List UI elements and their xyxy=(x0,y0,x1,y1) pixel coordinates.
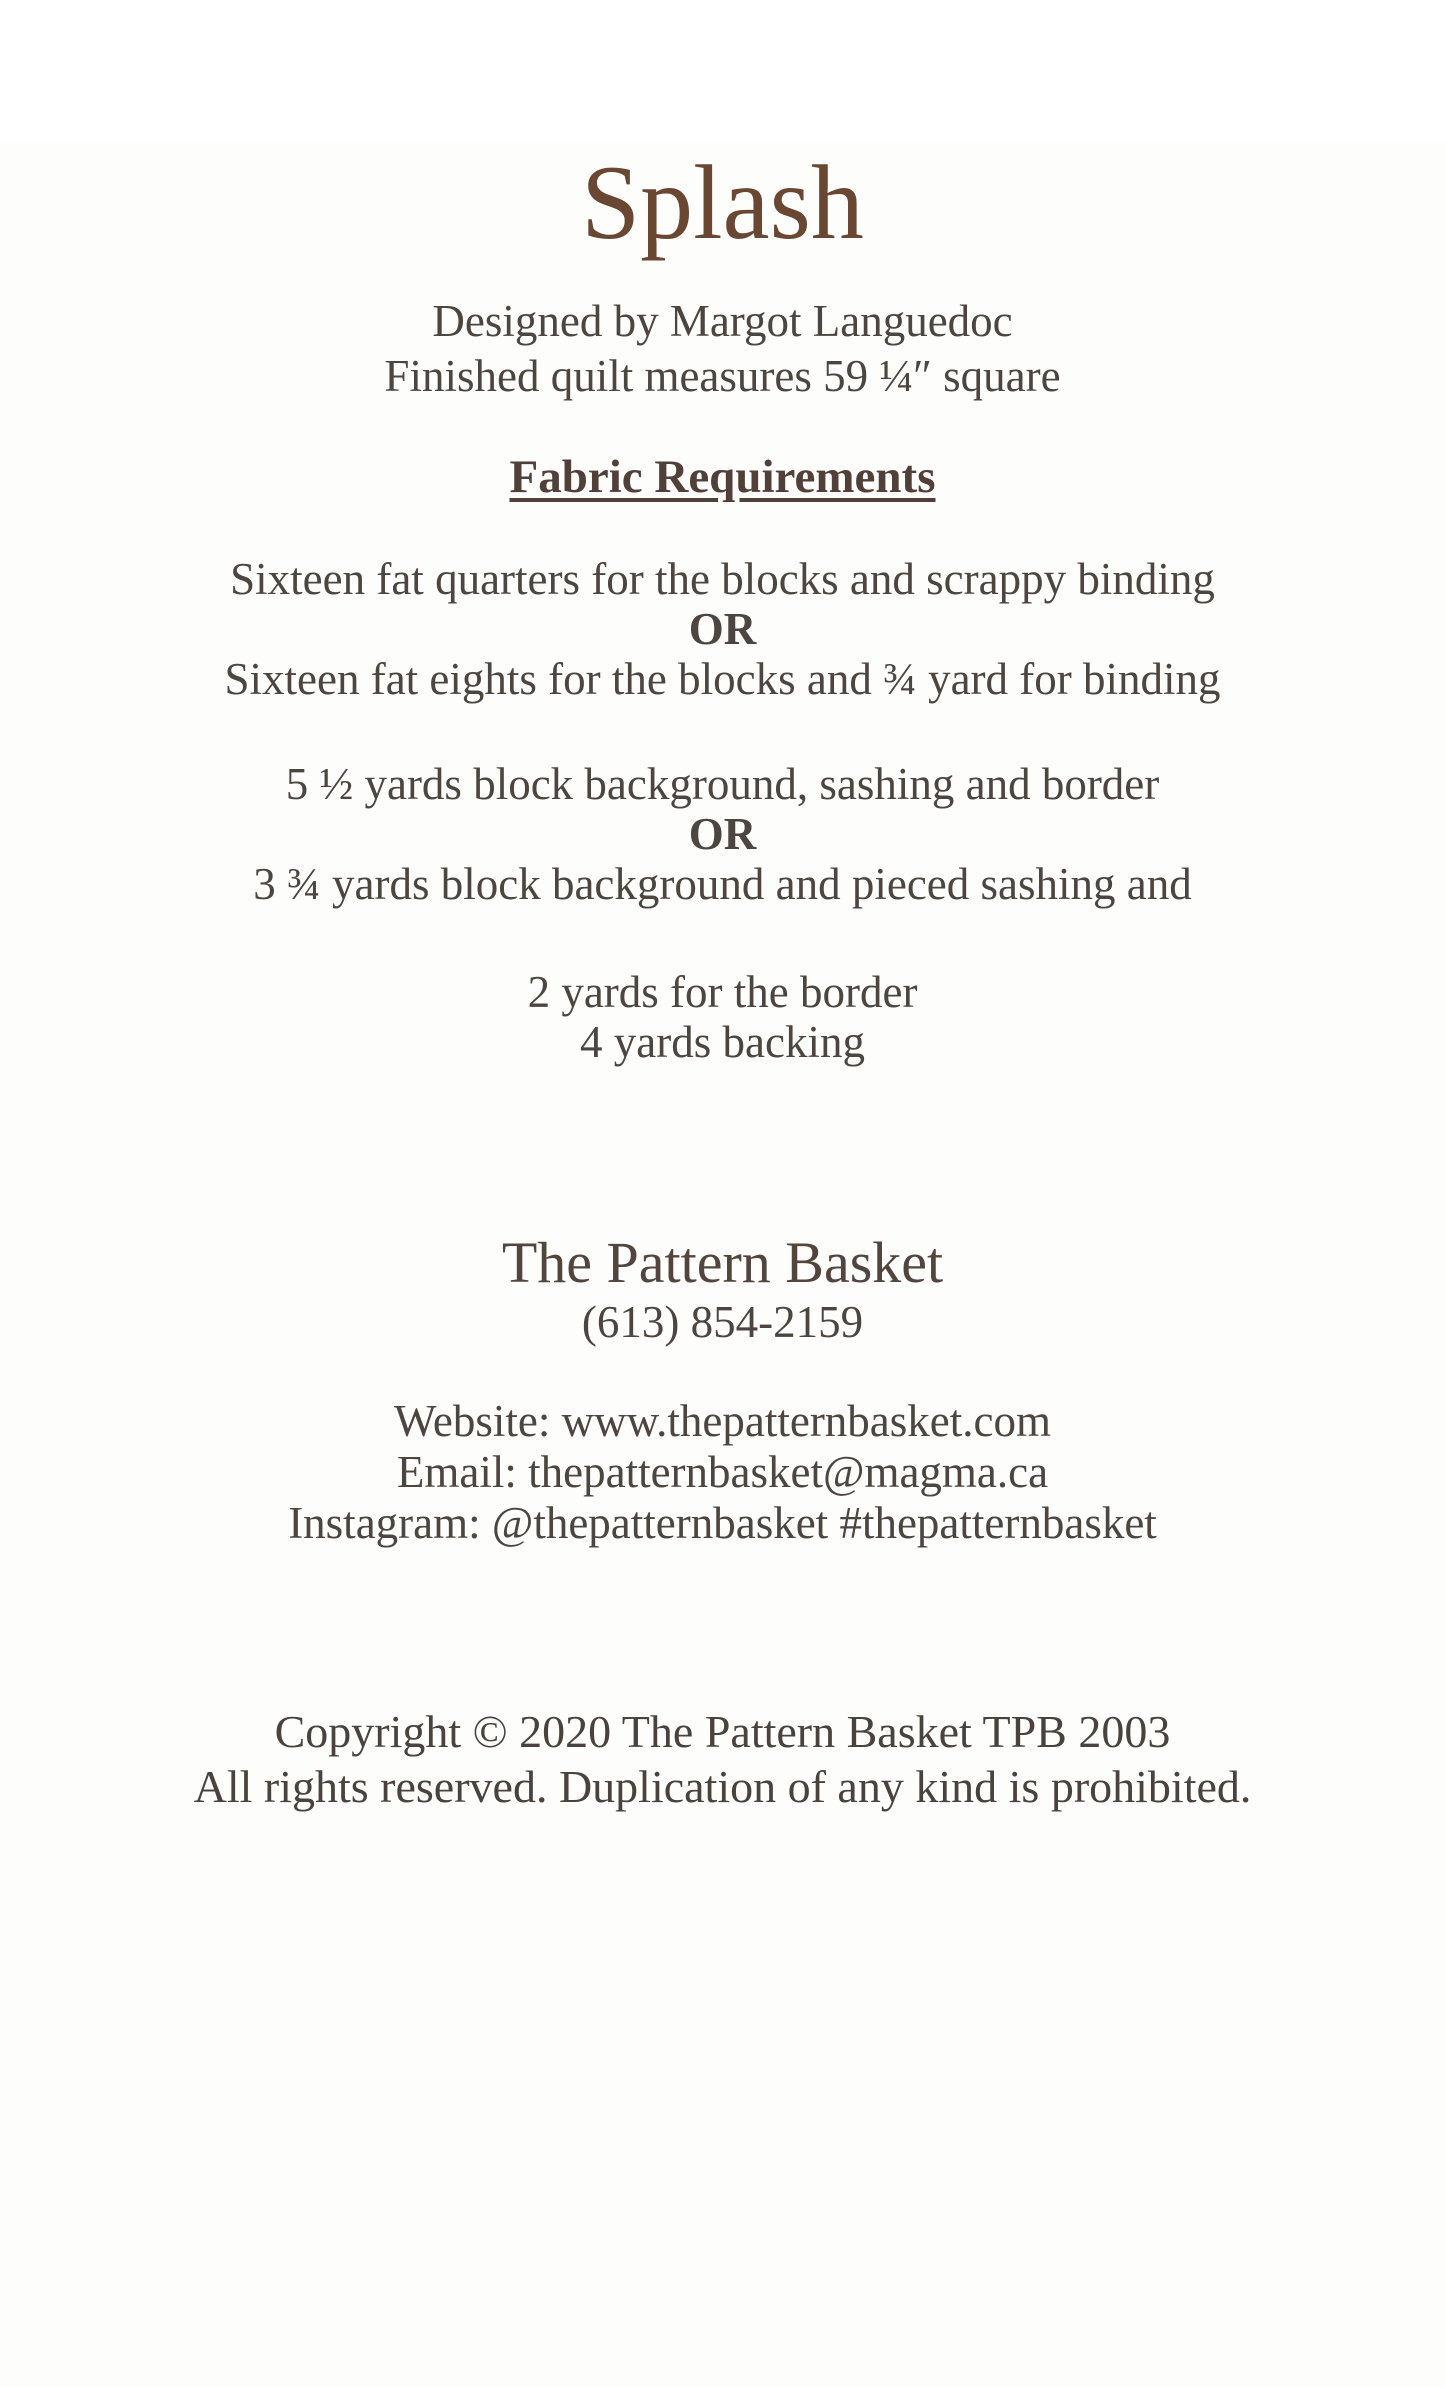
requirement-line: 2 yards for the border xyxy=(527,967,918,1017)
requirement-line: 4 yards backing xyxy=(580,1017,865,1067)
copyright-block xyxy=(0,1704,1445,1814)
pattern-cover-page xyxy=(0,143,1445,2387)
email-line: Email: thepatternbasket@magma.ca xyxy=(396,1447,1049,1497)
contact-block xyxy=(0,1396,1445,1549)
requirement-group-border-backing xyxy=(0,967,1445,1067)
requirement-group-blocks xyxy=(0,554,1445,704)
subtitle-block xyxy=(0,294,1445,404)
company-phone: (613) 854-2159 xyxy=(581,1297,864,1347)
page-title: Splash xyxy=(581,144,864,261)
requirement-line: 3 ¾ yards block background and pieced sashing and xyxy=(253,859,1192,909)
designed-by-line: Designed by Margot Languedoc xyxy=(432,296,1013,346)
requirement-group-background xyxy=(0,759,1445,909)
fabric-requirements-heading: Fabric Requirements xyxy=(509,451,936,503)
rights-reserved-line: All rights reserved. Duplication of any kind is prohibited. xyxy=(193,1761,1252,1812)
company-name: The Pattern Basket xyxy=(501,1230,944,1295)
requirement-line: Sixteen fat quarters for the blocks and scrappy binding xyxy=(230,554,1215,604)
instagram-line: Instagram: @thepatternbasket #thepatternbasket xyxy=(288,1498,1157,1548)
website-line: Website: www.thepatternbasket.com xyxy=(393,1396,1051,1446)
requirement-line: Sixteen fat eights for the blocks and ¾ yard for binding xyxy=(224,654,1221,704)
or-separator: OR xyxy=(688,809,757,859)
requirement-line: 5 ½ yards block background, sashing and border xyxy=(285,759,1160,809)
or-separator: OR xyxy=(688,604,757,654)
copyright-line: Copyright © 2020 The Pattern Basket TPB 2003 xyxy=(274,1706,1171,1757)
finished-size-line: Finished quilt measures 59 ¼″ square xyxy=(384,351,1061,401)
